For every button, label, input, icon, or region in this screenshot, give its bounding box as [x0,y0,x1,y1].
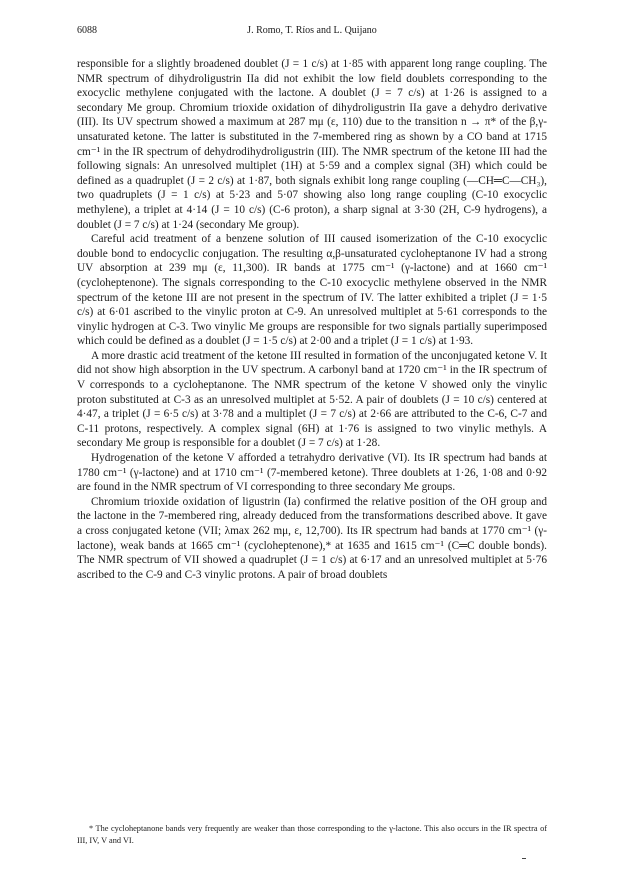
scan-mark [522,858,526,859]
running-header [77,25,547,41]
paragraph: Chromium trioxide oxidation of ligustrin (Ia) confirmed the relative position of the OH group and the lactone in the 7-membered ring, already deduced from the transformations described above. It gave a cross conjugated ketone (VII; λmax 262 mμ, ε, 12,700). Its IR spectrum had bands at 1770 cm⁻¹ (γ-lactone), weak bands at 1665 cm⁻¹ (cycloheptenone),* at 1635 and 1615 cm⁻¹ (C═C double bonds). The NMR spectrum of VII showed a quadruplet (J = 1 c/s) at 6·17 and an unresolved multiplet at 5·76 ascribed to the C-9 and C-3 vinylic protons. A pair of broad doublets [77,495,547,581]
running-head-authors: J. Romo, T. Ríos and L. Quijano [247,25,377,36]
footnote [77,823,547,846]
page-number: 6088 [77,25,97,36]
paragraph-continued: responsible for a slightly broadened doublet (J = 1 c/s) at 1·85 with apparent long range coupling. The NMR spectrum of dihydroligustrin IIa did not exhibit the low field doublets corresponding to the exocyclic methylene conjugated with the lactone. A doublet (J = 7 c/s) at 1·26 is assigned to a secondary Me group. Chromium trioxide oxidation of dihydroligustrin IIa gave a dehydro derivative (III). Its UV spectrum showed a maximum at 287 mμ (ε, 110) due to the transition n → π* of the β,γ-unsaturated ketone. The latter is substituted in the 7-membered ring as shown by a CO band at 1715 cm⁻¹ in the IR spectrum of dehydrodihydroligustrin (III). The NMR spectrum of the ketone III had the following signals: An unresolved multiplet (1H) at 5·59 and a complex signal (3H) which could be defined as a quadruplet (J = 2 c/s) at 1·87, both signals exhibit long range coupling (—CH═C—CH₃), two quadruplets (J = 1 c/s) at 5·23 and 5·07 showing also long range coupling (C-10 exocyclic methylene), a triplet at 4·14 (J = 10 c/s) (C-6 proton), a sharp signal at 3·30 (2H, C-9 hydrogens), a doublet (J = 7 c/s) at 1·24 (secondary Me group). [77,58,547,231]
paragraph: Hydrogenation of the ketone V afforded a tetrahydro derivative (VI). Its IR spectrum had bands at 1780 cm⁻¹ (γ-lactone) and at 1710 cm⁻¹ (7-membered ketone). Three doublets at 1·26, 1·08 and 0·92 are found in the NMR spectrum of VI corresponding to three secondary Me groups. [77,452,547,494]
article-body [77,57,547,582]
paragraph: A more drastic acid treatment of the ketone III resulted in formation of the unconjugated ketone V. It did not show high absorption in the UV spectrum. A carbonyl band at 1720 cm⁻¹ in the IR spectrum of V corresponds to a cycloheptanone. The NMR spectrum of the ketone V showed only the vinylic proton substituted at C-3 as an unresolved multiplet at 5·52. A pair of doublets (J = 10 c/s) centered at 4·47, a triplet (J = 6·5 c/s) at 3·78 and a multiplet (J = 7 c/s) at 2·66 are attributed to the C-6, C-7 and C-11 protons, respectively. A complex signal (6H) at 1·76 is assigned to two vinylic methyls. A secondary Me group is responsible for a doublet (J = 7 c/s) at 1·28. [77,349,547,450]
paragraph: Careful acid treatment of a benzene solution of III caused isomerization of the C-10 exocyclic double bond to endocyclic conjugation. The resulting α,β-unsaturated cycloheptanone IV had a strong UV absorption at 239 mμ (ε, 11,300). IR bands at 1775 cm⁻¹ (γ-lactone) and at 1660 cm⁻¹ (cycloheptenone). The signals corresponding to the C-10 exocyclic methylene observed in the NMR spectrum of the ketone III are not present in the spectrum of IV. The latter exhibited a triplet (J = 1·5 c/s) at 6·01 ascribed to the vinylic proton at C-9. An unresolved multiplet at 5·61 corresponds to the vinylic hydrogen at C-3. Two vinylic Me groups are responsible for two signals partially superimposed which could be defined as a doublet (J = 1·5 c/s) at 2·00 and a triplet (J = 1 c/s) at 1·93. [77,233,547,348]
footnote-text: * The cycloheptanone bands very frequently are weaker than those corresponding to the γ-lactone. This also occurs in the IR spectra of III, IV, V and VI. [77,824,547,845]
